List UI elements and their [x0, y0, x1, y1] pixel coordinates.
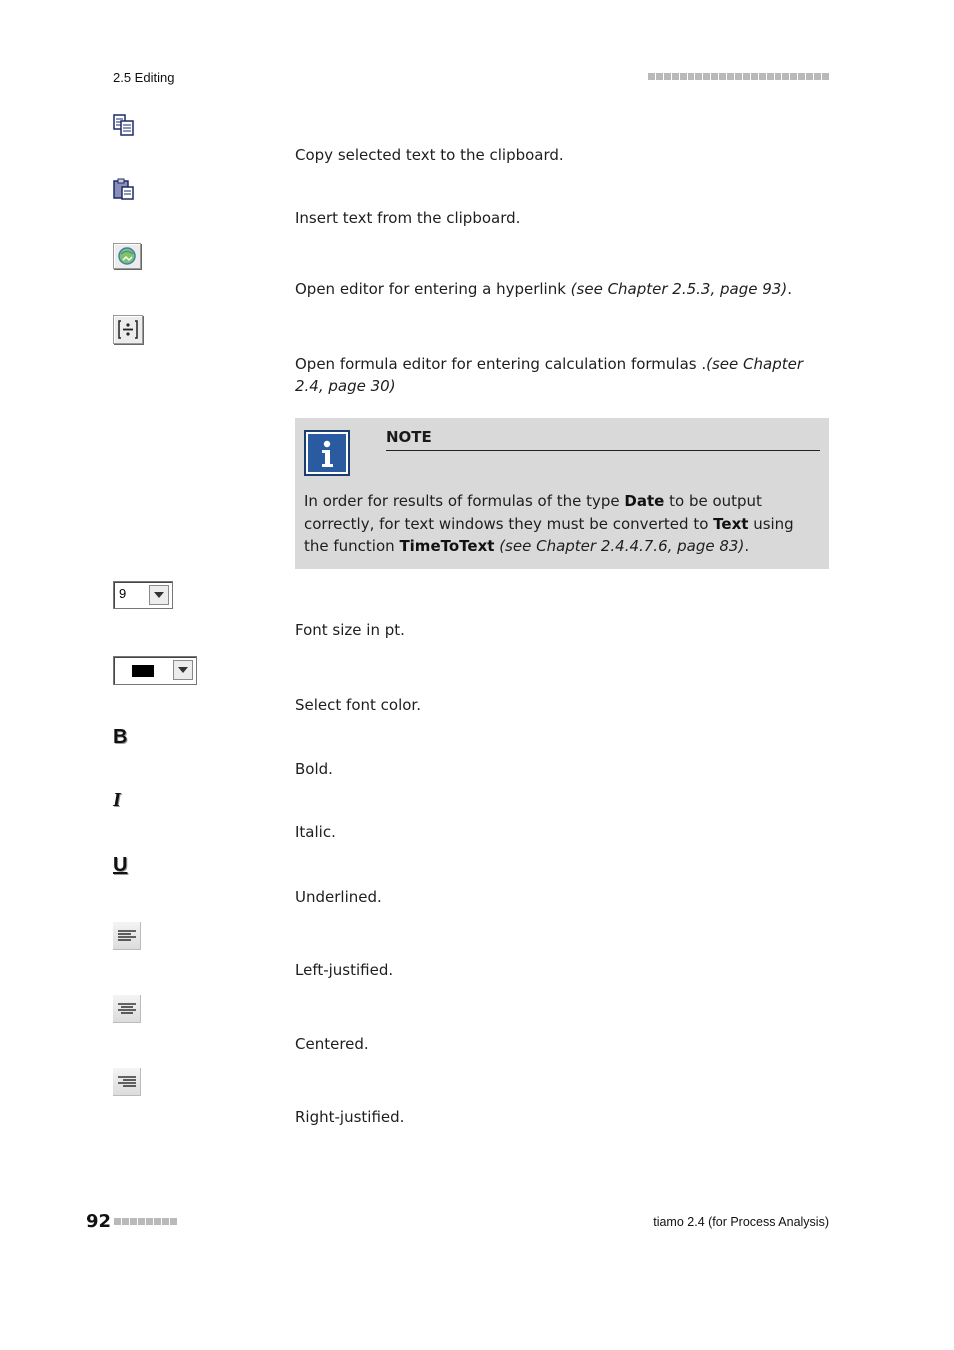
note-body [304, 490, 820, 558]
font-size-value: 9 [119, 586, 127, 601]
align-right-icon [113, 1068, 141, 1096]
paste-description: Insert text from the clipboard. [295, 209, 521, 227]
note-text-1: In order for results of formulas of the type [304, 492, 625, 510]
font-color-description: Select font color. [295, 696, 421, 714]
note-term-timetotext: TimeToText [399, 537, 495, 555]
formula-description [295, 353, 829, 397]
hyperlink-description [295, 278, 829, 300]
header-decoration [648, 73, 829, 80]
underline-icon: U [113, 854, 128, 876]
hyperlink-chapter-ref[interactable]: (see Chapter 2.5.3, page 93) [570, 280, 788, 298]
note-text-2: to be output correctly, for text windows they must be converted to [304, 492, 762, 533]
paste-icon [113, 178, 135, 204]
note-term-text: Text [713, 514, 749, 533]
chevron-down-icon [149, 585, 169, 605]
chevron-down-icon [173, 660, 193, 680]
note-title: NOTE [386, 428, 820, 451]
note-text-3: using the function [304, 514, 794, 555]
italic-icon: I [113, 789, 121, 811]
note-term-date: Date [624, 492, 665, 510]
font-color-combo [113, 656, 197, 685]
note-chapter-ref[interactable]: (see Chapter 2.4.4.7.6, page 83) [499, 537, 745, 555]
bold-icon: B [113, 726, 128, 748]
underline-description: Underlined. [295, 888, 382, 906]
hyperlink-description-text: Open editor for entering a hyperlink [295, 280, 571, 298]
formula-chapter-ref[interactable]: (see Chapter 2.4, page 30) [295, 355, 804, 395]
font-color-swatch [132, 665, 154, 677]
hyperlink-description-suffix: . [787, 280, 792, 298]
hyperlink-icon [113, 243, 141, 269]
footer-decoration [114, 1218, 177, 1225]
align-right-description: Right-justified. [295, 1108, 405, 1126]
copy-icon [113, 114, 135, 140]
align-left-icon [113, 922, 141, 950]
footer-product: tiamo 2.4 (for Process Analysis) [653, 1215, 829, 1229]
page-number: 92 [86, 1211, 112, 1232]
italic-description: Italic. [295, 823, 336, 841]
font-size-description: Font size in pt. [295, 621, 405, 639]
bold-description: Bold. [295, 760, 333, 778]
formula-icon [113, 315, 143, 344]
align-center-icon [113, 995, 141, 1023]
font-size-combo [113, 581, 173, 609]
align-center-description: Centered. [295, 1035, 369, 1053]
running-header-section: 2.5 Editing [113, 70, 175, 85]
align-left-description: Left-justified. [295, 961, 394, 979]
note-box [295, 418, 829, 569]
copy-description: Copy selected text to the clipboard. [295, 146, 564, 164]
note-suffix: . [744, 537, 750, 555]
info-icon [304, 430, 350, 476]
formula-description-text: Open formula editor for entering calculation formulas . [295, 355, 707, 373]
